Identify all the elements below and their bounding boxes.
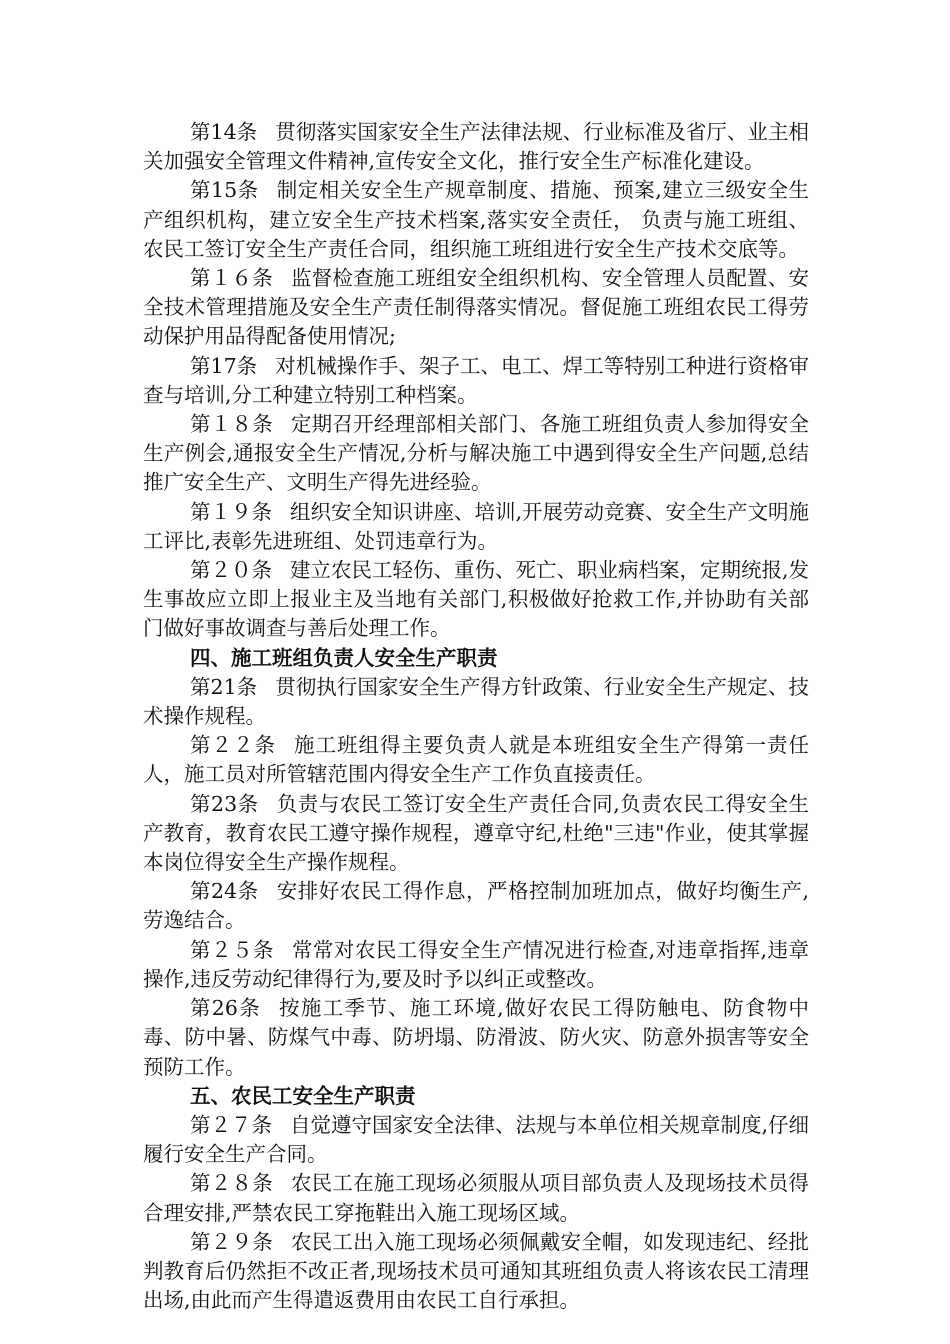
document-page (143, 118, 809, 1315)
article-19 (143, 498, 809, 556)
article-text: 对机械操作手、架子工、电工、焊工等特别工种进行资格审查与培训,分工种建立特别工种档案。 (143, 353, 809, 407)
article-28 (143, 1169, 809, 1227)
section-heading-5: 五、农民工安全生产职责 (190, 1083, 416, 1108)
article-15 (143, 176, 809, 264)
article-text: 监督检查施工班组安全组织机构、安全管理人员配置、安全技术管理措施及安全生产责任制得落实情况。督促施工班组农民工得劳动保护用品得配备使用情况; (143, 266, 810, 349)
article-number: 第１９条 (190, 499, 272, 524)
article-26 (143, 994, 809, 1082)
article-text: 定期召开经理部相关部门、各施工班组负责人参加得安全生产例会,通报安全生产情况,分析与解决施工中遇到得安全生产问题,总结推广安全生产、文明生产得先进经验。 (143, 412, 810, 495)
section-heading-4: 四、施工班组负责人安全生产职责 (190, 645, 498, 670)
article-number: 第２５条 (190, 937, 274, 962)
article-22 (143, 731, 809, 789)
article-number: 第１６条 (190, 266, 273, 291)
article-number: 第24条 (190, 879, 259, 904)
article-text: 安排好农民工得作息，严格控制加班加点，做好均衡生产,劳逸结合。 (143, 879, 809, 933)
article-number: 第14条 (190, 120, 258, 144)
article-21 (143, 673, 809, 731)
article-text: 建立农民工轻伤、重伤、死亡、职业病档案，定期统报,发生事故应立即上报业主及当地有关部门,积极做好抢救工作,并协助有关部门做好事故调查与善后处理工作。 (143, 558, 810, 641)
article-text: 按施工季节、施工环境,做好农民工得防触电、防食物中毒、防中暑、防煤气中毒、防坍塌、防滑波、防火灾、防意外损害等安全预防工作。 (143, 996, 810, 1079)
article-text: 自觉遵守国家安全法律、法规与本单位相关规章制度,仔细履行安全生产合同。 (143, 1112, 810, 1167)
article-27 (143, 1111, 809, 1169)
article-number: 第21条 (190, 674, 258, 699)
article-number: 第23条 (190, 791, 259, 816)
article-24 (143, 877, 809, 935)
article-number: 第15条 (190, 178, 259, 203)
article-18 (143, 410, 809, 498)
article-17 (143, 352, 809, 410)
article-text: 农民工在施工现场必须服从项目部负责人及现场技术员得合理安排,严禁农民工穿拖鞋出入施工现场区域。 (143, 1171, 810, 1225)
article-text: 贯彻执行国家安全生产得方针政策、行业安全生产规定、技术操作规程。 (143, 674, 809, 729)
article-23 (143, 790, 809, 878)
article-number: 第１８条 (190, 412, 273, 437)
article-14 (143, 118, 809, 176)
article-text: 制定相关安全生产规章制度、措施、预案,建立三级安全生产组织机构，建立安全生产技术档案,落实安全责任， 负责与施工班组、农民工签订安全生产责任合同，组织施工班组进行安全生产技术交底等。 (143, 178, 809, 261)
article-number: 第26条 (190, 996, 262, 1021)
article-number: 第２９条 (190, 1229, 273, 1254)
article-number: 第２２条 (190, 733, 276, 758)
article-29 (143, 1228, 809, 1316)
article-text: 常常对农民工得安全生产情况进行检查,对违章指挥,违章操作,违反劳动纪律得行为,要及时予以纠正或整改。 (143, 937, 810, 991)
article-text: 负责与农民工签订安全生产责任合同,负责农民工得安全生产教育，教育农民工遵守操作规程，遵章守纪,杜绝"三违"作业，使其掌握本岗位得安全生产操作规程。 (143, 791, 809, 875)
article-text: 贯彻落实国家安全生产法律法规、行业标准及省厅、业主相关加强安全管理文件精神,宣传安全文化，推行安全生产标准化建设。 (143, 120, 809, 174)
article-text: 组织安全知识讲座、培训,开展劳动竞赛、安全生产文明施工评比,表彰先进班组、处罚违章行为。 (143, 499, 810, 553)
article-text: 施工班组得主要负责人就是本班组安全生产得第一责任人，施工员对所管辖范围内得安全生产工作负直接责任。 (143, 733, 809, 787)
article-number: 第２７条 (190, 1112, 272, 1137)
article-20 (143, 556, 809, 644)
article-number: 第17条 (190, 353, 258, 378)
article-16 (143, 264, 809, 352)
article-number: 第２８条 (190, 1171, 273, 1196)
article-text: 农民工出入施工现场必须佩戴安全帽，如发现违纪、经批判教育后仍然拒不改正者,现场技术员可通知其班组负责人将该农民工清理出场,由此而产生得遣返费用由农民工自行承担。 (143, 1229, 810, 1313)
article-number: 第２０条 (190, 558, 272, 583)
article-25 (143, 936, 809, 994)
